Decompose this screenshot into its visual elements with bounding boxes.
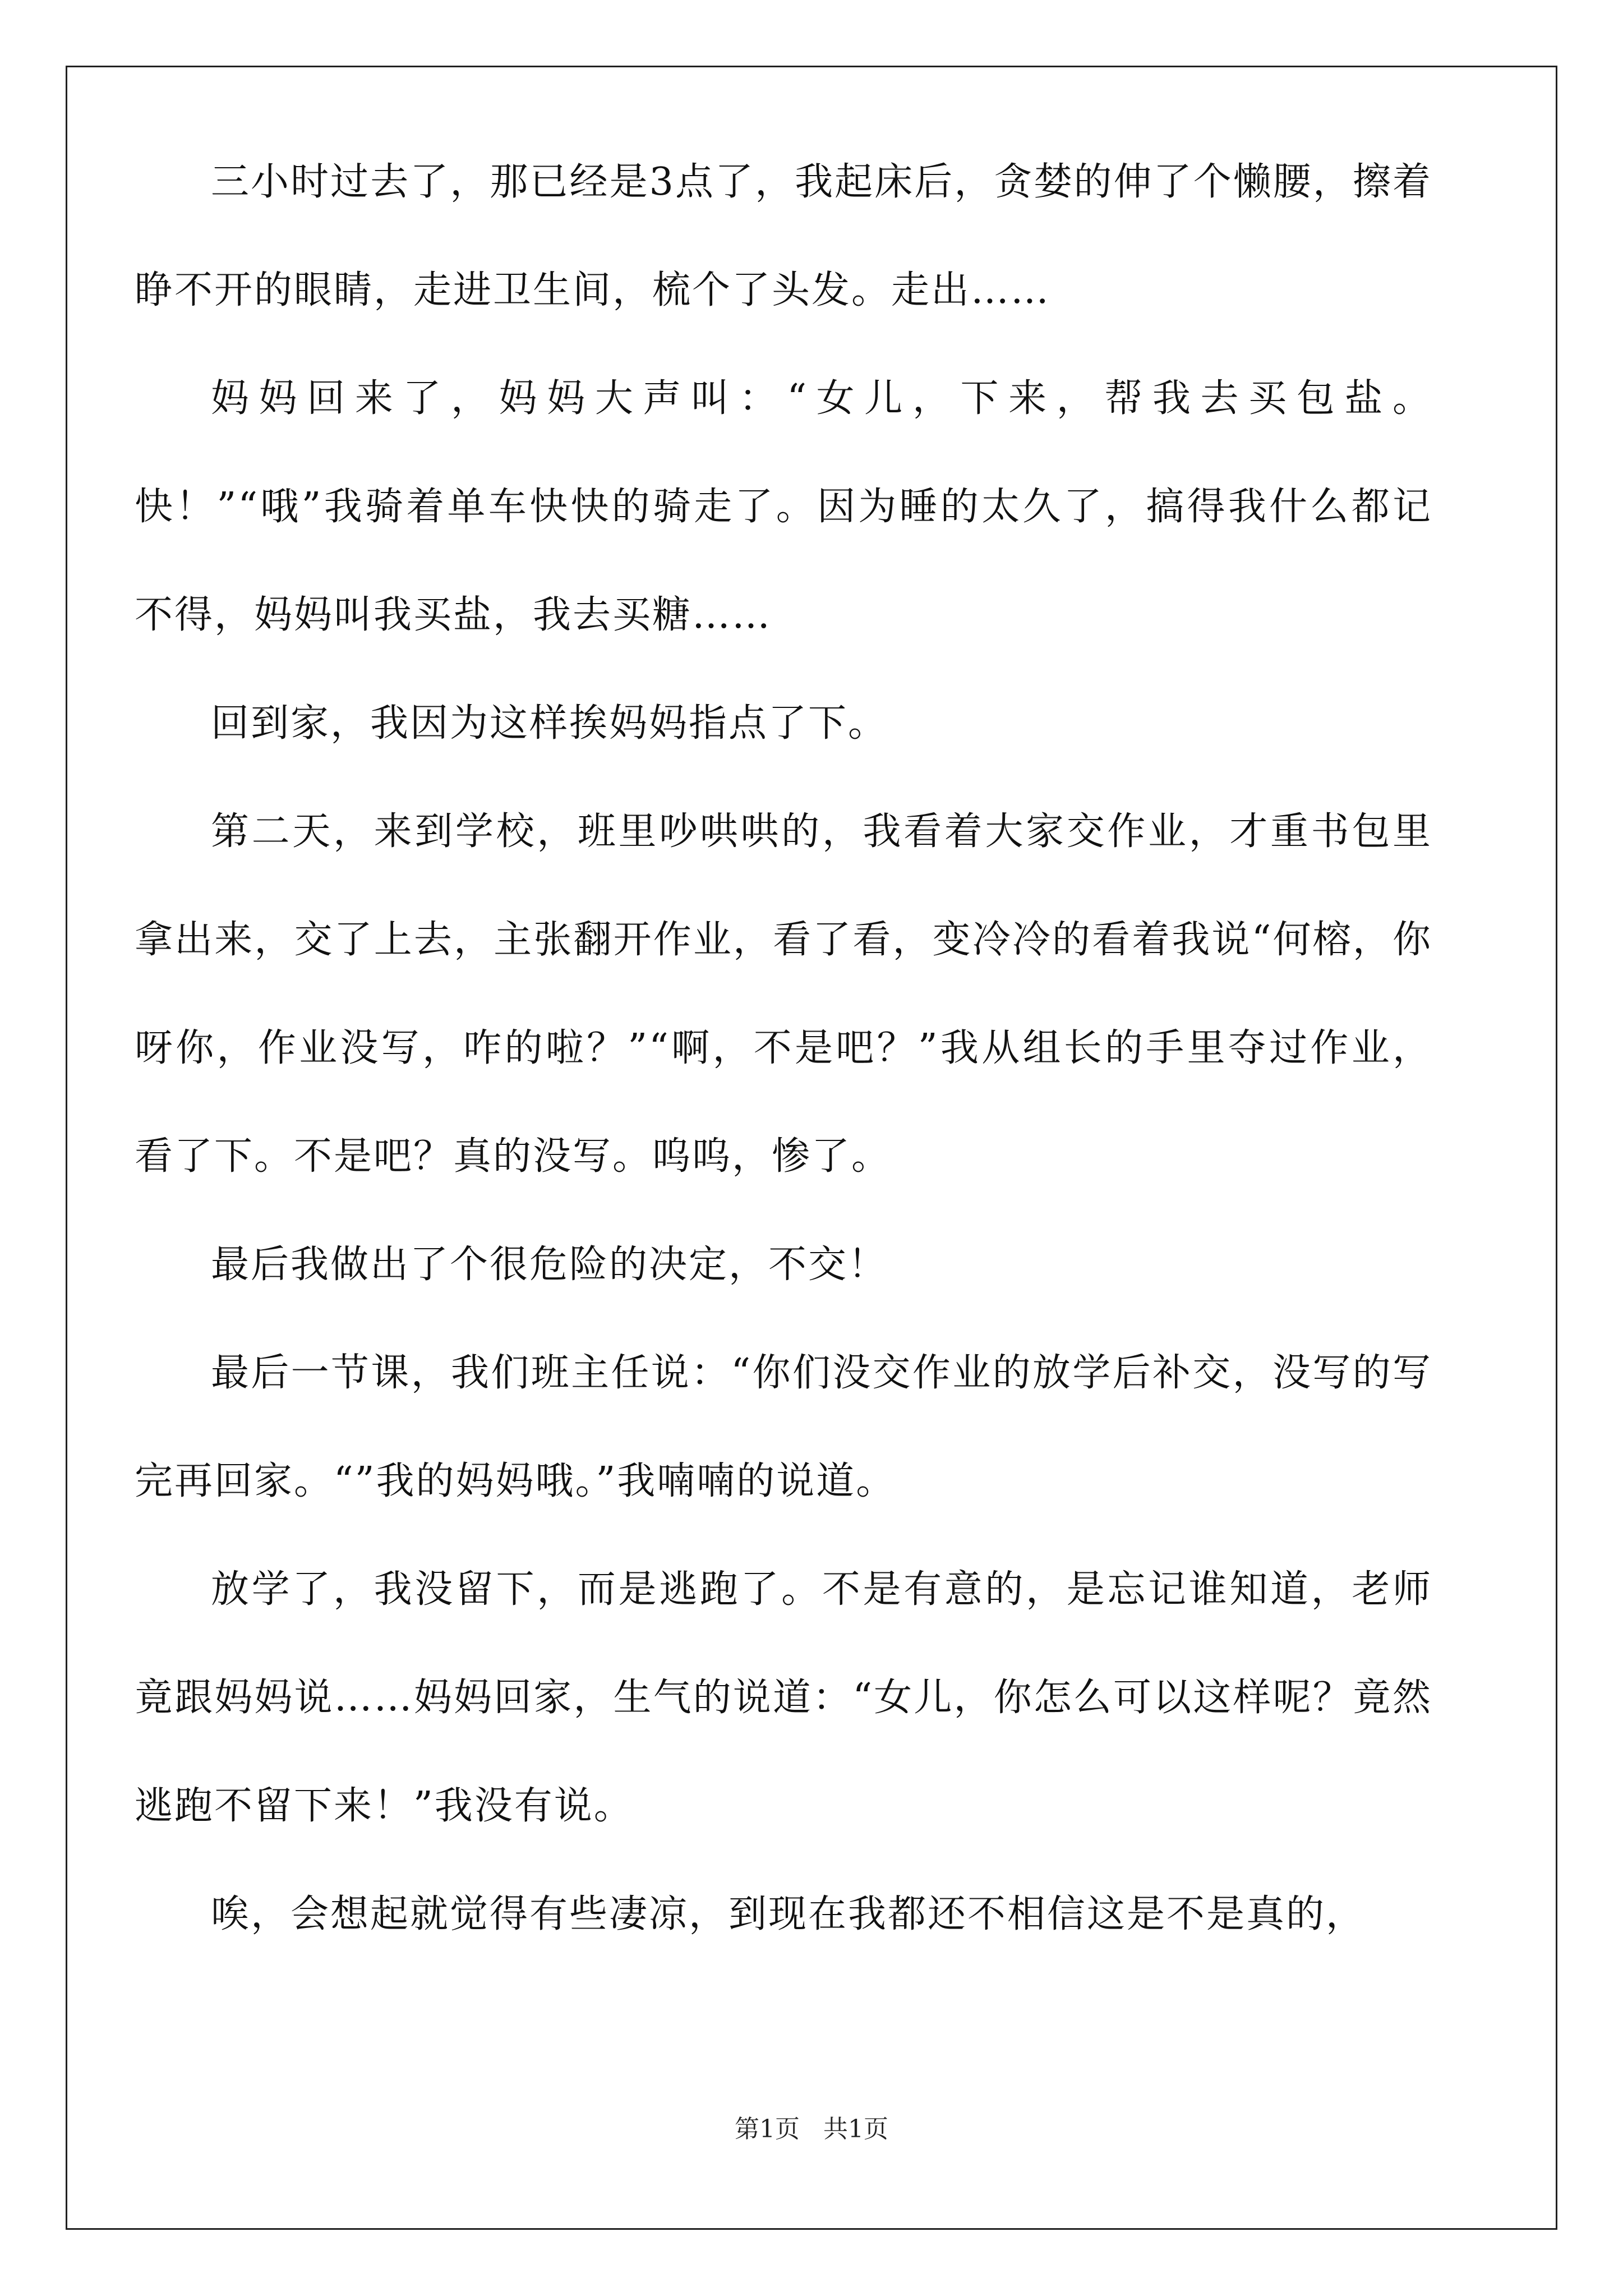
document-body [135, 128, 1432, 1968]
paragraph: 妈妈回来了，妈妈大声叫：“女儿，下来，帮我去买包盐。快！”“哦”我骑着单车快快的骑走了。因为睡的太久了，搞得我什么都记不得，妈妈叫我买盐，我去买糖…… [135, 376, 1432, 637]
paragraph: 放学了，我没留下，而是逃跑了。不是有意的，是忘记谁知道，老师竟跟妈妈说……妈妈回家，生气的说道：“女儿，你怎么可以这样呢？竟然逃跑不留下来！”我没有说。 [135, 1567, 1432, 1828]
paragraph: 最后我做出了个很危险的决定，不交！ [211, 1243, 888, 1287]
paragraph: 三小时过去了，那已经是3点了，我起床后，贪婪的伸了个懒腰，擦着睁不开的眼睛，走进卫生间，梳个了头发。走出…… [135, 160, 1432, 312]
paragraph: 唉，会想起就觉得有些凄凉，到现在我都还不相信这是不是真的， [211, 1892, 1366, 1936]
paragraph: 第二天，来到学校，班里吵哄哄的，我看着大家交作业，才重书包里拿出来，交了上去，主张翻开作业，看了看，变冷冷的看着我说“何榕，你呀你，作业没写，咋的啦？”“啊，不是吧？”我从组长的手里夺过作业，看了下。不是吧？真的没写。呜呜，惨了。 [135, 809, 1432, 1179]
paragraph: 最后一节课，我们班主任说：“你们没交作业的放学后补交，没写的写完再回家。“”我的妈妈哦。”我喃喃的说道。 [135, 1351, 1432, 1503]
page-number-footer: 第1页 共1页 [735, 2115, 888, 2143]
paragraph: 回到家，我因为这样挨妈妈指点了下。 [211, 701, 888, 746]
